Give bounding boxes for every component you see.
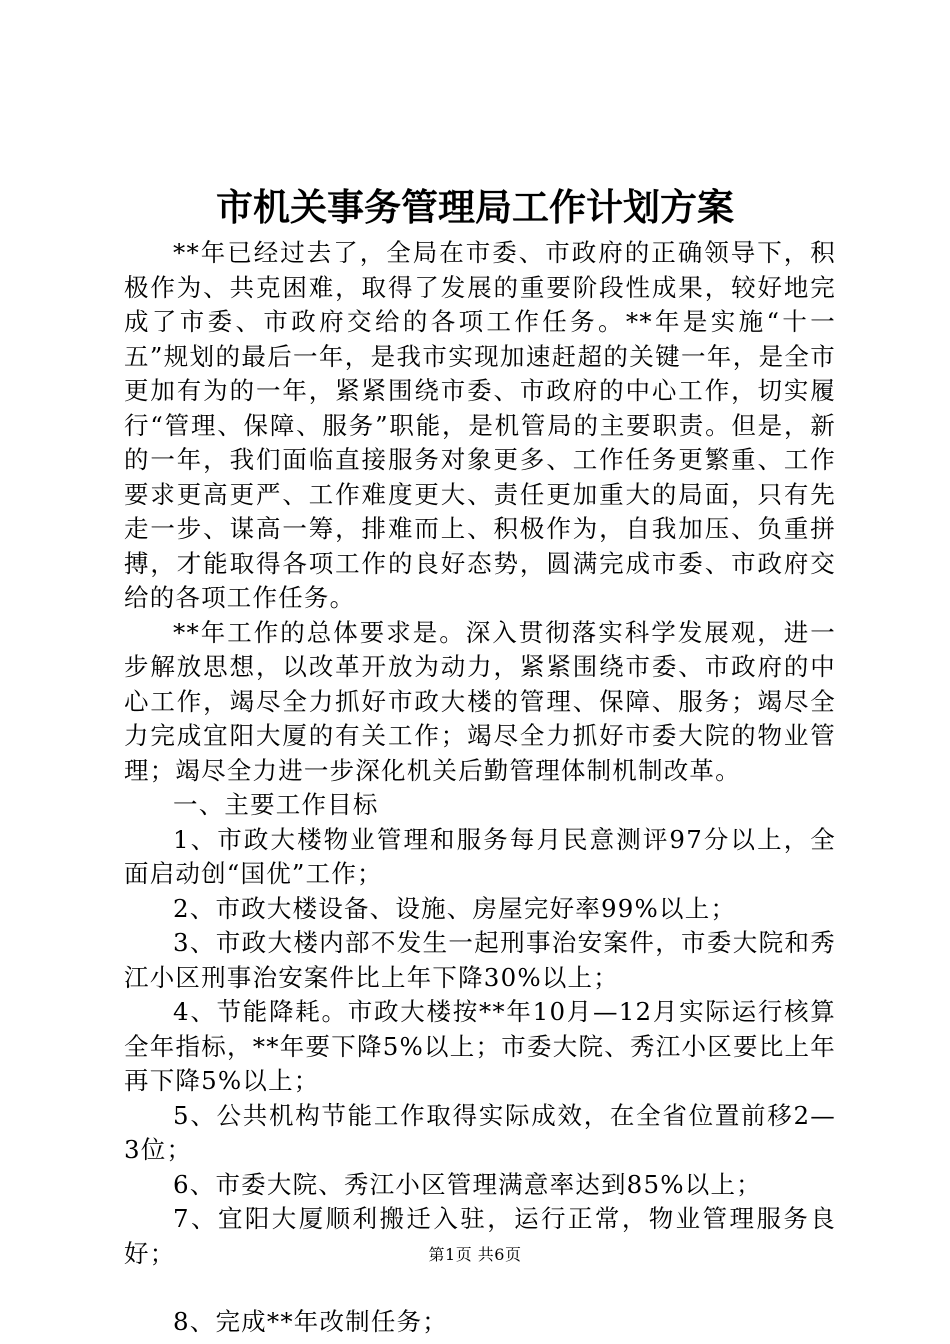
goal-item: 2、市政大楼设备、设施、房屋完好率99%以上；: [173, 893, 737, 923]
goal-item: 7、宜阳大厦顺利搬迁入驻，运行正常，物业管理服务良好；: [124, 1204, 836, 1268]
intro-paragraph: **年已经过去了，全局在市委、市政府的正确领导下，积极作为、共克困难，取得了发展的重要阶段性成果，较好地完成了市委、市政府交给的各项工作任务。**年是实施“十一五”规划的最后一年，是我市实现加速赶超的关键一年，是全市更加有为的一年，紧紧围绕市委、市政府的中心工作，切实履行“管理、保障、服务”职能，是机管局的主要职责。但是，新的一年，我们面临直接服务对象更多、工作任务更繁重、工作要求更高更严、工作难度更大、责任更加重大的局面，只有先走一步、谋高一筹，排难而上、积极作为，自我加压、负重拼搏，才能取得各项工作的良好态势，圆满完成市委、市政府交给的各项工作任务。: [124, 238, 836, 612]
goal-item: 3、市政大楼内部不发生一起刑事治安案件，市委大院和秀江小区刑事治安案件比上年下降30%以上；: [124, 928, 836, 992]
goal-item: 4、节能降耗。市政大楼按**年10月—12月实际运行核算全年指标，**年要下降5%以上；市委大院、秀江小区要比上年再下降5%以上；: [124, 997, 836, 1095]
goal-item: 8、完成**年改制任务；: [173, 1307, 448, 1336]
page-footer: 第1页 共6页: [428, 1245, 522, 1264]
document-title: 市机关事务管理局工作计划方案: [216, 185, 734, 229]
requirements-paragraph: **年工作的总体要求是。深入贯彻落实科学发展观，进一步解放思想，以改革开放为动力，紧紧围绕市委、市政府的中心工作，竭尽全力抓好市政大楼的管理、保障、服务；竭尽全力完成宜阳大厦的有关工作；竭尽全力抓好市委大院的物业管理；竭尽全力进一步深化机关后勤管理体制机制改革。: [124, 617, 836, 785]
document-body: [124, 236, 836, 1340]
goal-item: 5、公共机构节能工作取得实际成效，在全省位置前移2—3位；: [124, 1100, 836, 1164]
goal-item: 1、市政大楼物业管理和服务每月民意测评97分以上，全面启动创“国优”工作；: [124, 824, 836, 888]
goal-item: 6、市委大院、秀江小区管理满意率达到85%以上；: [173, 1169, 762, 1199]
paragraph-spacer: [124, 1271, 836, 1305]
section-heading: 一、主要工作目标: [173, 790, 379, 819]
